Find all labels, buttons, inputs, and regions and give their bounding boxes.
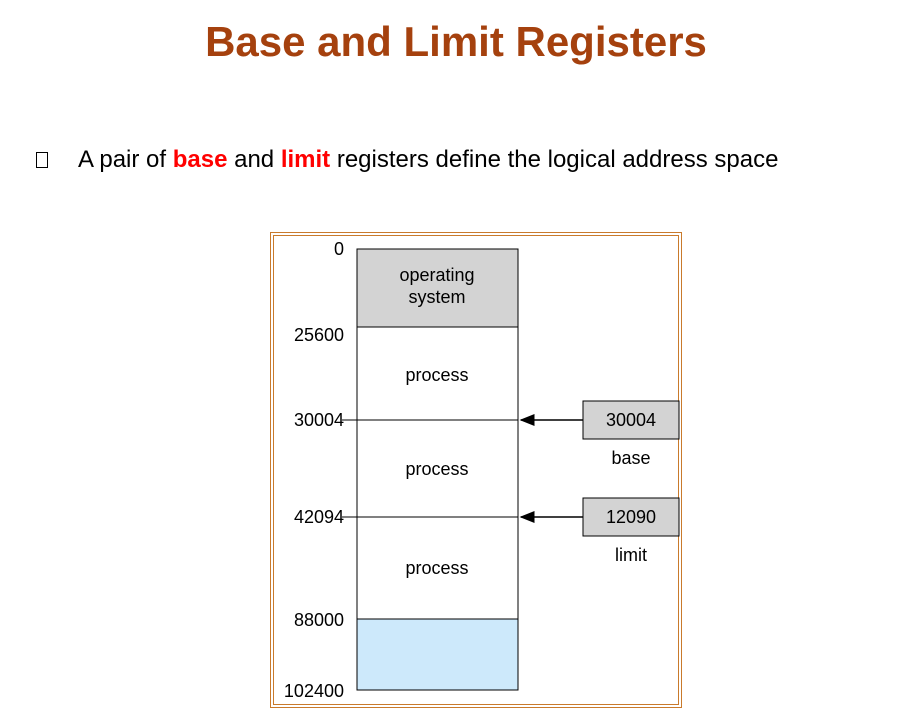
address-label: 88000 — [293, 610, 344, 630]
os-label-line2: system — [408, 287, 466, 307]
os-label-line1: operating — [399, 265, 475, 285]
bullet-suffix: registers define the logical address space — [330, 146, 779, 173]
address-label: 0 — [333, 239, 344, 259]
process-label: process — [405, 365, 469, 385]
keyword-base: base — [172, 146, 228, 173]
free-region — [357, 619, 518, 690]
limit-register-label: limit — [615, 545, 647, 565]
process-label: process — [405, 558, 469, 578]
base-register-label: base — [611, 448, 651, 468]
base-register-value: 30004 — [605, 410, 657, 430]
limit-register-value: 12090 — [605, 507, 657, 527]
bullet-prefix: A pair of — [78, 146, 173, 173]
address-label: 30004 — [293, 410, 344, 430]
address-label: 42094 — [293, 507, 344, 527]
process-label: process — [405, 459, 469, 479]
keyword-limit: limit — [280, 146, 331, 173]
bullet-mid: and — [227, 146, 281, 173]
address-label: 102400 — [283, 681, 344, 701]
page-title: Base and Limit Registers — [205, 18, 707, 65]
address-label: 25600 — [293, 325, 344, 345]
